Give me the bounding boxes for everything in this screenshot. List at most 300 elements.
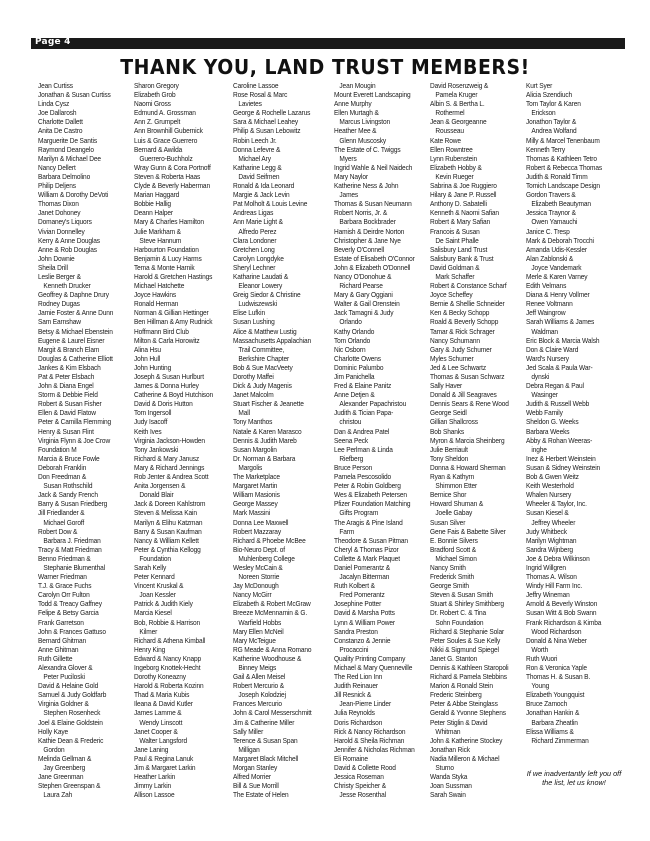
member-name: Marilyn & Michael Dee (38, 153, 101, 163)
member-name: Felipe & Betsy Garcia (38, 608, 99, 618)
member-name: Alexandra Glover & (38, 663, 93, 672)
footnote-line-2: the list, let us know! (542, 778, 606, 788)
member-name: Kerry & Anne Douglas (38, 235, 100, 245)
member-name: Merle & Karen Varney (526, 271, 588, 281)
member-name: Mark & Deborah Trocchi (526, 235, 594, 245)
member-name-continued: Joyce Vandemark (531, 262, 582, 272)
member-name: Naomi Gross (134, 99, 171, 109)
member-name: Robin Leech Jr. (233, 135, 277, 145)
member-name: Anita De Castro (38, 126, 83, 136)
member-name: Robert & Rebecca Thomas (526, 162, 602, 172)
member-name: Julia Reynolds (334, 708, 375, 718)
member-name: Thomas & Susan Schwarz (430, 372, 505, 381)
member-name: Sarah Swain (430, 790, 466, 800)
member-name: Bernard & Awilda (134, 144, 183, 154)
member-name: John & Diana Engel (38, 381, 94, 391)
member-name: Ingrid Willgren (526, 562, 566, 572)
member-name: Samuel & Judy Goldfarb (38, 690, 107, 700)
member-name: Margit & Branch Elam (38, 344, 100, 354)
member-name-continued: Muhlenberg College (238, 553, 295, 563)
member-name-continued: Donald Blair (139, 490, 174, 500)
member-name: George Seidl (430, 408, 467, 418)
member-name: Bernie & Shellie Schneider (430, 299, 505, 309)
member-name-continued: Jacalyn Bitterman (339, 572, 390, 582)
member-name: Mark Massini (233, 508, 271, 518)
member-name: Joel & Elaine Goldstein (38, 717, 103, 727)
member-name: Kathie Dean & Frederic (38, 735, 104, 745)
member-name: Donna Lee Maxwell (233, 517, 289, 527)
member-name-continued: Warfield Hobbs (238, 617, 282, 627)
member-name-continued: Joelle Gabay (435, 508, 473, 518)
member-name: Douglas & Catherine Elliott (38, 353, 113, 363)
member-name: Rob Jenter & Andrea Scott (134, 472, 209, 482)
member-name: James Lamme & (134, 708, 182, 718)
member-name: Gordon Travers & (526, 190, 576, 200)
member-name: Gary & Judy Schumer (430, 344, 492, 354)
member-name: Milly & Marcel Tenenbaum (526, 135, 600, 145)
member-name: Thomas A. Wilson (526, 572, 577, 582)
member-name: Ronald & Ida Leonard (233, 181, 295, 191)
member-name: Benjamin & Lucy Harms (134, 253, 202, 263)
member-name: Wanda Styka (430, 772, 468, 782)
member-name-continued: Barbara J. Friedman (43, 535, 101, 545)
member-name: Katherine Ness & John (334, 181, 399, 191)
member-name: Bio-Neuro Dept. of (233, 544, 285, 554)
member-name: Wheeler & Taylor, Inc. (526, 499, 587, 509)
member-name: Inez & Herbert Weinstein (526, 453, 596, 463)
member-name-continued: Alfredo Perez (238, 226, 277, 236)
member-name: Peter & Cynthia Kellogg (134, 544, 201, 554)
member-name-continued: Jesse Rosenthal (339, 790, 386, 800)
member-name: Dr. Robert C. & Tina (430, 608, 487, 618)
member-name: Julie Berriault (430, 444, 468, 454)
member-name: Susan & Sidney Weinstein (526, 462, 601, 472)
member-name: Harold & Gretchen Hastings (134, 271, 213, 281)
member-name: Alicia Szendiuch (526, 90, 573, 100)
member-name: John & Katherine Stockey (430, 735, 503, 745)
member-name: David & Doris Hutton (134, 399, 193, 409)
member-name: Myles Schumer (430, 353, 474, 363)
member-name: Howard Shuman & (430, 499, 484, 509)
member-name: Nancy O'Donohue & (334, 271, 392, 281)
member-name: Virginia Goldner & (38, 699, 89, 709)
member-name: Frederick Smith (430, 572, 474, 582)
member-name: Alan Zablonski & (526, 253, 574, 263)
member-name: Judy Isacoff (134, 417, 168, 427)
member-name: Dick & Judy Magenis (233, 381, 292, 391)
member-column-4 (334, 81, 424, 799)
member-name: Margaret Martin (233, 481, 278, 491)
member-name: Jed & Lee Schwartz (430, 362, 486, 372)
member-name: Sarah Williams & James (526, 317, 595, 327)
member-name-continued: Whitman (435, 726, 461, 736)
member-name: Henry King (134, 644, 166, 654)
member-name: Leslie Berger & (38, 271, 81, 281)
member-name: Bruce Person (334, 462, 373, 472)
member-name: Katharine Legg & (233, 162, 282, 172)
member-name: Kenneth & Naomi Safian (430, 208, 499, 218)
member-name: Rodney Dugas (38, 299, 80, 309)
member-name: Philip & Susan Lebowitz (233, 126, 301, 136)
member-name: Mary & Gary Oggiani (334, 290, 393, 300)
member-name-continued: Wasinger (531, 390, 558, 400)
member-name-continued: Peter Puciloski (43, 672, 85, 682)
member-name: Gene Fais & Babette Silver (430, 526, 506, 536)
member-name-continued: Wendy Linscott (139, 717, 183, 727)
member-name: Peter & Camilla Flemming (38, 417, 112, 427)
member-name: Ellen Rowntree (430, 144, 473, 154)
member-name: Dan & Andrea Patel (334, 426, 390, 436)
member-name: Ron & Veronica Yaple (526, 663, 587, 672)
member-name: Steven & Roberta Haas (134, 171, 201, 181)
member-name: Sam Earnshaw (38, 317, 81, 327)
member-name: Richard & Phoebe McBee (233, 535, 306, 545)
member-name-continued: Rousseau (435, 126, 464, 136)
member-name: Donna & Howard Sherman (430, 462, 506, 472)
page-title: THANK YOU, LAND TRUST MEMBERS! (120, 55, 530, 79)
member-name: Janet G. Stanton (430, 653, 478, 663)
member-name-continued: Pamela Kruger (435, 90, 478, 100)
member-name: Caroline Lassoe (233, 81, 279, 90)
member-name: John & Elizabeth O'Donnell (334, 262, 411, 272)
member-name: Richard & Stephanie Solar (430, 626, 505, 636)
member-name-continued: Sturno (435, 763, 454, 773)
member-name: Ward's Nursery (526, 353, 569, 363)
member-name: Alice & Matthew Lustig (233, 326, 297, 336)
member-name: Ann Marie Light & (233, 217, 283, 227)
member-name-continued: Owen Yamauchi (531, 217, 578, 227)
member-name: Julie Markham & (134, 226, 181, 236)
member-name: Tony Manthos (233, 417, 273, 427)
member-column-2 (134, 81, 222, 799)
member-name: John Hunting (134, 362, 172, 372)
member-name: Ann Z. Grumpelt (134, 117, 181, 127)
member-name: Jankes & Kim Elsbach (38, 362, 101, 372)
member-name-continued: christou (339, 417, 362, 427)
member-name: Jamie Foster & Anne Dunn (38, 308, 114, 318)
member-name: Joyce Hawkins (134, 290, 177, 300)
member-name: Frank Richardson & Kimba (526, 617, 602, 627)
member-name: Steven & Susan Smith (430, 590, 494, 600)
member-name: Thomas H. & Susan B. (526, 672, 591, 682)
member-name: Bradford Scott & (430, 544, 477, 554)
member-name: RG Meade & Anna Romano (233, 644, 312, 654)
member-name: Jessica Roseman (334, 772, 384, 782)
member-name: Sheila Drill (38, 262, 68, 272)
member-name: John & Frances Gattuso (38, 626, 106, 636)
member-name: Breeze McMennamin & G. (233, 608, 308, 618)
member-name: Lynn Rubenstein (430, 153, 478, 163)
member-name: Peter & Robin Goldberg (334, 481, 401, 491)
member-name: Luis & Grace Guerrero (134, 135, 198, 145)
member-name: Beverly O'Connell (334, 244, 385, 254)
member-name: Thomas & Kathleen Tetro (526, 153, 597, 163)
member-name: Carolyn Orr Fulton (38, 590, 90, 600)
page-header-bar (31, 38, 625, 49)
member-column-3 (233, 81, 320, 799)
member-name: David Goldman & (430, 262, 480, 272)
member-name: Robert & Mary Safian (430, 217, 491, 227)
member-name: Tony Jankowski (134, 444, 179, 454)
member-name-continued: Margolis (238, 462, 263, 472)
member-name: Sally Haver (430, 381, 463, 391)
member-name: Sally Miller (233, 726, 264, 736)
member-name: Catherine & Boyd Hutchison (134, 390, 214, 400)
member-name: Nancy & William Kellett (134, 535, 199, 545)
member-name: Wesley McCain & (233, 562, 283, 572)
member-name: Elizabeth & Robert McGraw (233, 599, 311, 609)
member-name-continued: Joseph Kolodziej (238, 690, 286, 700)
member-name: Mary Ellen McNeil (233, 626, 284, 636)
member-name-continued: James (339, 190, 359, 200)
member-name: Don & Claire Ward (526, 344, 579, 354)
member-name: Cheryl & Thomas Pizor (334, 544, 399, 554)
member-name: Whalen Nursery (526, 490, 572, 500)
member-name: Rick & Nancy Richardson (334, 726, 406, 736)
member-name: Heather Mee & (334, 126, 377, 136)
member-name: Roald & Beverly Schopp (430, 317, 499, 327)
member-name-continued: Mall (238, 408, 250, 418)
member-name: Salisbury Bank & Trust (430, 253, 494, 263)
member-name: Doris Richardson (334, 717, 383, 727)
member-name: Tracy & Matt Friedman (38, 544, 102, 554)
member-name: Fred & Elaine Panitz (334, 381, 392, 391)
member-name: Dorothy Maffei (233, 372, 274, 381)
member-name: Peter Soules & Sue Kelly (430, 635, 501, 645)
member-name: Pat & Peter Elsbach (38, 372, 95, 381)
member-name: Eugene & Laurel Eisner (38, 335, 105, 345)
member-name-continued: Kenneth Drucker (43, 281, 91, 291)
member-name: Robert Dow & (38, 526, 78, 536)
member-name: Susan Lushing (233, 317, 275, 327)
member-name: Mary Naylor (334, 171, 368, 181)
member-name: Keith Ives (134, 426, 162, 436)
member-name: Donald & Nina Weber (526, 635, 587, 645)
member-name-continued: Wood Richardson (531, 626, 582, 636)
member-name: Arnold & Beverly Winston (526, 599, 598, 609)
member-name: Kurt Syer (526, 81, 553, 90)
member-name: Robert & Susan Fisher (38, 399, 102, 409)
member-name: Thomas Dixon (38, 199, 79, 209)
member-name: Ellen Murtagh & (334, 108, 379, 118)
member-name: Janet Malcolm (233, 390, 274, 400)
member-name-continued: Kilmer (139, 626, 158, 636)
member-name: David & Helaine Gold (38, 681, 99, 691)
member-name: William Masionis (233, 490, 280, 500)
member-name-continued: Ludwiszewski (238, 299, 277, 309)
member-name-continued: Orlando (339, 317, 362, 327)
member-name: Lynn & William Power (334, 617, 395, 627)
member-name-continued: Fred Pomerantz (339, 590, 385, 600)
member-name-continued: dynski (531, 372, 550, 381)
member-name: Dennis & Kathleen Staropoli (430, 663, 509, 672)
member-name-continued: Gifts Program (339, 508, 379, 518)
member-name: Eric Block & Marcia Walsh (526, 335, 600, 345)
member-name: The Estate of C. Twiggs (334, 144, 401, 154)
member-name: Judith & Tician Papa- (334, 408, 394, 418)
member-name: Jill Friedlander & (38, 508, 85, 518)
member-name: Marcia & Bruce Fowle (38, 453, 100, 463)
member-name: Diana & Henry Vollmer (526, 290, 590, 300)
member-name: Amanda Udis-Kessler (526, 244, 587, 254)
member-name: Jack Tamagni & Judy (334, 308, 394, 318)
member-name-continued: Richard Pearse (339, 281, 383, 291)
member-name: Ruth Gillette (38, 653, 73, 663)
member-name-continued: Riefberg (339, 453, 364, 463)
member-name: James & Donna Hurley (134, 381, 199, 391)
member-name-continued: Farm (339, 526, 355, 536)
member-name: David Rosenzweig & (430, 81, 489, 90)
member-name: Susan Kiesel & (526, 508, 569, 518)
member-name: David & Collette Rood (334, 763, 396, 773)
member-name-continued: Jeffrey Wheeler (531, 517, 576, 527)
member-name-continued: Marcus Livingston (339, 117, 391, 127)
member-name: Pfizer Foundation Matching (334, 499, 411, 509)
member-name: Ingrid Wahle & Neil Naidech (334, 162, 413, 172)
member-name-continued: Barbara Zheatlin (531, 717, 578, 727)
member-name: Nancy Smith (430, 562, 466, 572)
member-name: Linda Cysz (38, 99, 70, 109)
member-name: Henry & Susan Flint (38, 426, 94, 436)
member-name-continued: Steve Hannum (139, 235, 182, 245)
member-name: Heather Larkin (134, 772, 176, 782)
member-name-continued: Binney Meigs (238, 663, 277, 672)
member-name: Donald & Jill Seagraves (430, 390, 497, 400)
member-name: Ellen & David Flatow (38, 408, 96, 418)
member-name: Sheryl Lechner (233, 262, 276, 272)
member-name: Barbara Weeks (526, 426, 570, 436)
member-name: Patrick & Judith Kiely (134, 599, 193, 609)
member-name: Robert Mercurio & (233, 681, 284, 691)
member-name: Nic Osborn (334, 344, 366, 354)
member-name: Jim & Margaret Larkin (134, 763, 196, 773)
member-name: Massachusetts Appalachian (233, 335, 312, 345)
member-name: Jeffry Wineman (526, 590, 570, 600)
member-name: Joyce Scheffey (430, 290, 473, 300)
member-name: Janice C. Tresp (526, 226, 570, 236)
member-name: Seena Peck (334, 435, 369, 445)
member-name: David & Marsha Potts (334, 608, 395, 618)
member-name: E. Bonnie Silvers (430, 535, 478, 545)
member-name: Dennis & Judith Mareb (233, 435, 297, 445)
member-name: Ileana & David Kutler (134, 699, 193, 709)
member-name: Barry & Susan Kaufman (134, 526, 202, 536)
member-name: Marilyn Wightman (526, 535, 577, 545)
member-name: Jay McDonough (233, 581, 279, 591)
member-name: Albin S. & Bertha L. (430, 99, 485, 109)
member-name: Gretchen Long (233, 244, 275, 254)
page-number-label: Page 4 (35, 37, 71, 47)
member-name: Ann Brownhill Gubernick (134, 126, 203, 136)
member-name: Bob & Gwen Weitz (526, 472, 579, 482)
member-name: Sandra Preston (334, 626, 378, 636)
member-name-continued: Young (531, 681, 550, 691)
member-name-continued: Guerrero-Buchholz (139, 153, 193, 163)
member-name-continued: Michael Simon (435, 553, 477, 563)
member-name: Theodore & Susan Pitman (334, 535, 408, 545)
member-name: Morgan Stanley (233, 763, 278, 773)
member-name: George Smith (430, 581, 469, 591)
member-name: Robert & Constance Scharf (430, 281, 507, 291)
member-name: Anne Detjen & (334, 390, 375, 400)
member-name: Edmund A. Grossman (134, 108, 196, 118)
member-name: Sabrina & Joe Ruggiero (430, 181, 497, 191)
member-name: Judith & Russell Webb (526, 399, 590, 409)
member-name: Don Freedman & (38, 472, 87, 482)
member-name: The Aragis & Pine Island (334, 517, 403, 527)
member-name: Jonathon Taylor & (526, 117, 577, 127)
member-name: The Estate of Helen (233, 790, 289, 800)
member-name-continued: De Saint Phalle (435, 235, 479, 245)
member-name: John Downie (38, 253, 75, 263)
member-name: Marguerite De Santis (38, 135, 97, 145)
member-name: John Hull (134, 353, 161, 363)
member-name-continued: Joan Kessler (139, 590, 176, 600)
member-name: Frank Garretson (38, 617, 84, 627)
member-name: William & Dorothy DeVoti (38, 190, 109, 200)
member-name: Geoffrey & Daphne Drury (38, 290, 109, 300)
member-name: Donna Lefevre & (233, 144, 281, 154)
member-name: Charlotte Owens (334, 353, 381, 363)
member-name: Jonathan & Susan Curtiss (38, 90, 111, 100)
member-name: Terence & Susan Span (233, 735, 298, 745)
member-name-continued: Stephen Rosenheck (43, 708, 101, 718)
member-name: Storm & Debbie Field (38, 390, 98, 400)
member-name: Salisbury Land Trust (430, 244, 488, 254)
member-name: Bernice Shor (430, 490, 467, 500)
member-name: T.J. & Grace Fuchs (38, 581, 92, 591)
member-name: Norman & Gillian Hettinger (134, 308, 209, 318)
member-column-5 (430, 81, 518, 799)
member-name: Bobbie Hallig (134, 199, 171, 209)
member-name: Nadia Milleron & Michael (430, 753, 500, 763)
member-name: Abby & Rohan Weeras- (526, 435, 593, 445)
member-name: Tom Taylor & Karen (526, 99, 581, 109)
member-list (38, 81, 630, 841)
member-name: Joe & Debra Wilkinson (526, 553, 590, 563)
member-name: Jeff Waingrow (526, 308, 566, 318)
member-name: Susan Witt & Bob Swann (526, 608, 597, 618)
member-name: Renee Voltmann (526, 299, 573, 309)
member-name: Richard & Mary Janusz (134, 453, 200, 463)
member-name: Dr. Norman & Barbara (233, 453, 296, 463)
member-name: Jessica Traynor & (526, 208, 576, 218)
member-name: Jane Laning (134, 744, 169, 754)
member-name: Gerald & Yvonne Stephens (430, 708, 506, 718)
member-name-continued: Shimmon Etter (435, 481, 478, 491)
member-name: Jed Scala & Paula War- (526, 362, 593, 372)
member-name-continued: Laura Zah (43, 790, 73, 800)
member-name: Hilary & Jane P. Russell (430, 190, 497, 200)
member-name: Kenneth Terry (526, 144, 566, 154)
member-name: Ruth Kolbert & (334, 581, 375, 591)
member-name-continued: Eleanor Lowery (238, 281, 283, 291)
member-name: Christopher & Jane Nye (334, 235, 401, 245)
member-name: Tomich Landscape Design (526, 181, 600, 191)
member-name-continued: Susan Rothschild (43, 481, 93, 491)
member-name: Frances Mercurio (233, 699, 282, 709)
member-name: Anita Jorgensen & (134, 481, 186, 491)
member-name-continued: Jay Greenberg (43, 763, 86, 773)
member-name: Pat Molholt & Louis Levine (233, 199, 308, 209)
member-name: Dominic Palumbo (334, 362, 384, 372)
member-name: Stephen Greenspan & (38, 781, 101, 791)
member-name: Bill & Sue Morrill (233, 781, 279, 791)
member-name: Barbara Delmolino (38, 171, 91, 181)
member-name: Michael Hatchette (134, 281, 185, 291)
member-name: Jill Resnick & (334, 690, 372, 700)
member-name: Judy Whitbeck (526, 526, 567, 536)
